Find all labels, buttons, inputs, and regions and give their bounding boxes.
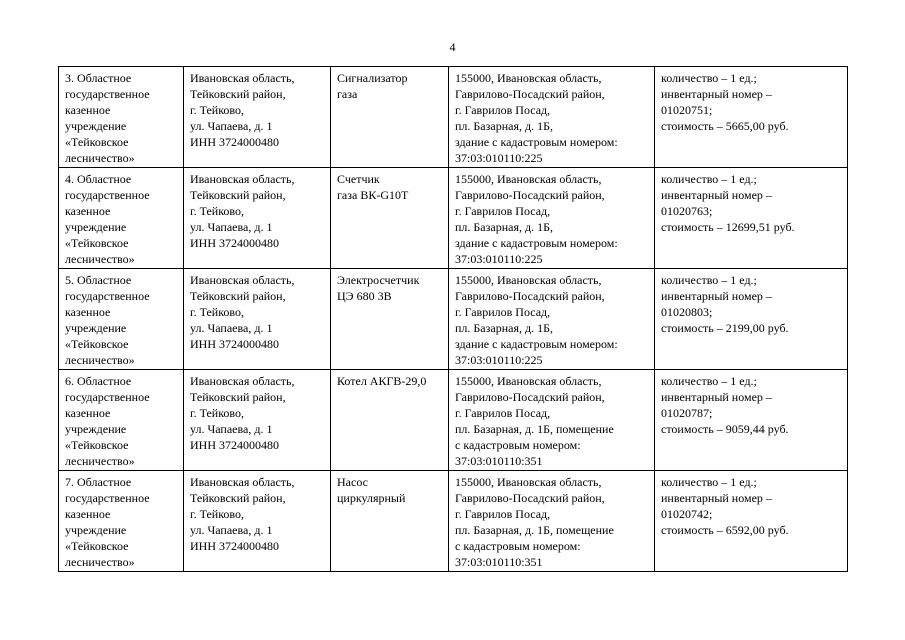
- cell-text-line: ул. Чапаева, д. 1: [190, 321, 273, 335]
- cell-text-line: ул. Чапаева, д. 1: [190, 422, 273, 436]
- item-name-cell: [331, 370, 449, 471]
- holder-cell: [59, 370, 184, 471]
- details-cell: [655, 168, 848, 269]
- cell-text-line: учреждение: [65, 119, 127, 133]
- cell-text-line: пл. Базарная, д. 1Б,: [455, 220, 553, 234]
- cell-text-line: Тейковский район,: [190, 491, 286, 505]
- cell-text-line: стоимость – 6592,00 руб.: [661, 523, 789, 537]
- cell-text-line: 37:03:010110:225: [455, 353, 543, 367]
- cell-text-line: здание с кадастровым номером:: [455, 236, 618, 250]
- item-name-cell: [331, 269, 449, 370]
- cell-text-line: Счетчик: [337, 172, 380, 186]
- cell-text-line: казенное: [65, 204, 111, 218]
- cell-text-line: казенное: [65, 103, 111, 117]
- cell-text-line: количество – 1 ед.;: [661, 172, 757, 186]
- cell-text-line: ул. Чапаева, д. 1: [190, 220, 273, 234]
- cell-text-line: Ивановская область,: [190, 273, 295, 287]
- cell-text-line: инвентарный номер –: [661, 491, 772, 505]
- location-cell: [449, 168, 655, 269]
- table-row: [59, 471, 848, 572]
- details-cell: [655, 370, 848, 471]
- cell-text-line: Электросчетчик: [337, 273, 420, 287]
- cell-text-line: 37:03:010110:225: [455, 252, 543, 266]
- cell-text-line: 01020751;: [661, 103, 713, 117]
- table-row: [59, 269, 848, 370]
- item-name-cell: [331, 168, 449, 269]
- holder-cell: [59, 168, 184, 269]
- cell-text-line: 3. Областное: [65, 71, 132, 85]
- property-table-body: [59, 67, 848, 572]
- cell-text-line: пл. Базарная, д. 1Б,: [455, 321, 553, 335]
- cell-text-line: инвентарный номер –: [661, 390, 772, 404]
- cell-text-line: с кадастровым номером:: [455, 438, 581, 452]
- cell-text-line: 01020787;: [661, 406, 713, 420]
- cell-text-line: г. Гаврилов Посад,: [455, 103, 551, 117]
- cell-text-line: Гаврилово-Посадский район,: [455, 188, 605, 202]
- cell-text-line: 01020803;: [661, 305, 713, 319]
- cell-text-line: пл. Базарная, д. 1Б,: [455, 119, 553, 133]
- cell-text-line: г. Тейково,: [190, 507, 244, 521]
- cell-text-line: пл. Базарная, д. 1Б, помещение: [455, 422, 614, 436]
- cell-text-line: газа: [337, 87, 358, 101]
- holder-cell: [59, 67, 184, 168]
- cell-text-line: Тейковский район,: [190, 188, 286, 202]
- cell-text-line: стоимость – 9059,44 руб.: [661, 422, 789, 436]
- cell-text-line: г. Гаврилов Посад,: [455, 507, 551, 521]
- cell-text-line: учреждение: [65, 523, 127, 537]
- cell-text-line: 155000, Ивановская область,: [455, 273, 602, 287]
- cell-text-line: 4. Областное: [65, 172, 132, 186]
- cell-text-line: 155000, Ивановская область,: [455, 475, 602, 489]
- cell-text-line: казенное: [65, 507, 111, 521]
- cell-text-line: 37:03:010110:225: [455, 151, 543, 165]
- cell-text-line: государственное: [65, 390, 150, 404]
- holder-cell: [59, 471, 184, 572]
- cell-text-line: с кадастровым номером:: [455, 539, 581, 553]
- cell-text-line: государственное: [65, 188, 150, 202]
- cell-text-line: лесничество»: [65, 353, 135, 367]
- location-cell: [449, 370, 655, 471]
- holder-address-cell: [184, 370, 331, 471]
- holder-cell: [59, 269, 184, 370]
- cell-text-line: пл. Базарная, д. 1Б, помещение: [455, 523, 614, 537]
- cell-text-line: Гаврилово-Посадский район,: [455, 390, 605, 404]
- cell-text-line: ИНН 3724000480: [190, 337, 279, 351]
- cell-text-line: стоимость – 5665,00 руб.: [661, 119, 789, 133]
- cell-text-line: «Тейковское: [65, 438, 129, 452]
- cell-text-line: казенное: [65, 406, 111, 420]
- cell-text-line: «Тейковское: [65, 236, 129, 250]
- cell-text-line: инвентарный номер –: [661, 87, 772, 101]
- cell-text-line: циркулярный: [337, 491, 406, 505]
- cell-text-line: учреждение: [65, 220, 127, 234]
- cell-text-line: 5. Областное: [65, 273, 132, 287]
- cell-text-line: Гаврилово-Посадский район,: [455, 87, 605, 101]
- cell-text-line: лесничество»: [65, 252, 135, 266]
- holder-address-cell: [184, 168, 331, 269]
- cell-text-line: государственное: [65, 491, 150, 505]
- holder-address-cell: [184, 269, 331, 370]
- holder-address-cell: [184, 67, 331, 168]
- cell-text-line: учреждение: [65, 321, 127, 335]
- cell-text-line: казенное: [65, 305, 111, 319]
- cell-text-line: г. Гаврилов Посад,: [455, 406, 551, 420]
- cell-text-line: лесничество»: [65, 555, 135, 569]
- cell-text-line: Ивановская область,: [190, 374, 295, 388]
- cell-text-line: лесничество»: [65, 454, 135, 468]
- table-row: [59, 370, 848, 471]
- item-name-cell: [331, 471, 449, 572]
- cell-text-line: Ивановская область,: [190, 172, 295, 186]
- cell-text-line: газа ВК-G10Т: [337, 188, 409, 202]
- cell-text-line: инвентарный номер –: [661, 289, 772, 303]
- holder-address-cell: [184, 471, 331, 572]
- cell-text-line: Тейковский район,: [190, 289, 286, 303]
- cell-text-line: г. Тейково,: [190, 305, 244, 319]
- cell-text-line: инвентарный номер –: [661, 188, 772, 202]
- cell-text-line: г. Тейково,: [190, 103, 244, 117]
- cell-text-line: 155000, Ивановская область,: [455, 172, 602, 186]
- cell-text-line: ИНН 3724000480: [190, 539, 279, 553]
- cell-text-line: ул. Чапаева, д. 1: [190, 523, 273, 537]
- cell-text-line: г. Тейково,: [190, 204, 244, 218]
- table-row: [59, 67, 848, 168]
- cell-text-line: 155000, Ивановская область,: [455, 71, 602, 85]
- cell-text-line: 01020742;: [661, 507, 713, 521]
- details-cell: [655, 471, 848, 572]
- cell-text-line: количество – 1 ед.;: [661, 273, 757, 287]
- cell-text-line: здание с кадастровым номером:: [455, 135, 618, 149]
- cell-text-line: государственное: [65, 87, 150, 101]
- cell-text-line: стоимость – 2199,00 руб.: [661, 321, 789, 335]
- cell-text-line: Гаврилово-Посадский район,: [455, 491, 605, 505]
- cell-text-line: стоимость – 12699,51 руб.: [661, 220, 795, 234]
- cell-text-line: ул. Чапаева, д. 1: [190, 119, 273, 133]
- cell-text-line: Насос: [337, 475, 368, 489]
- cell-text-line: 37:03:010110:351: [455, 454, 543, 468]
- cell-text-line: 37:03:010110:351: [455, 555, 543, 569]
- cell-text-line: г. Тейково,: [190, 406, 244, 420]
- property-table: [58, 66, 848, 572]
- cell-text-line: здание с кадастровым номером:: [455, 337, 618, 351]
- cell-text-line: Ивановская область,: [190, 71, 295, 85]
- location-cell: [449, 269, 655, 370]
- cell-text-line: «Тейковское: [65, 337, 129, 351]
- cell-text-line: количество – 1 ед.;: [661, 475, 757, 489]
- cell-text-line: «Тейковское: [65, 539, 129, 553]
- cell-text-line: Гаврилово-Посадский район,: [455, 289, 605, 303]
- cell-text-line: Котел АКГВ-29,0: [337, 374, 427, 388]
- cell-text-line: г. Гаврилов Посад,: [455, 305, 551, 319]
- location-cell: [449, 471, 655, 572]
- cell-text-line: лесничество»: [65, 151, 135, 165]
- cell-text-line: ИНН 3724000480: [190, 135, 279, 149]
- cell-text-line: Тейковский район,: [190, 390, 286, 404]
- item-name-cell: [331, 67, 449, 168]
- cell-text-line: Тейковский район,: [190, 87, 286, 101]
- details-cell: [655, 269, 848, 370]
- table-row: [59, 168, 848, 269]
- cell-text-line: Сигнализатор: [337, 71, 408, 85]
- details-cell: [655, 67, 848, 168]
- cell-text-line: ИНН 3724000480: [190, 438, 279, 452]
- cell-text-line: государственное: [65, 289, 150, 303]
- cell-text-line: 7. Областное: [65, 475, 132, 489]
- cell-text-line: 155000, Ивановская область,: [455, 374, 602, 388]
- cell-text-line: ИНН 3724000480: [190, 236, 279, 250]
- cell-text-line: г. Гаврилов Посад,: [455, 204, 551, 218]
- cell-text-line: учреждение: [65, 422, 127, 436]
- cell-text-line: 01020763;: [661, 204, 713, 218]
- page-number: 4: [449, 40, 456, 54]
- cell-text-line: ЦЭ 680 3В: [337, 289, 392, 303]
- cell-text-line: количество – 1 ед.;: [661, 71, 757, 85]
- cell-text-line: 6. Областное: [65, 374, 132, 388]
- cell-text-line: «Тейковское: [65, 135, 129, 149]
- cell-text-line: количество – 1 ед.;: [661, 374, 757, 388]
- location-cell: [449, 67, 655, 168]
- cell-text-line: Ивановская область,: [190, 475, 295, 489]
